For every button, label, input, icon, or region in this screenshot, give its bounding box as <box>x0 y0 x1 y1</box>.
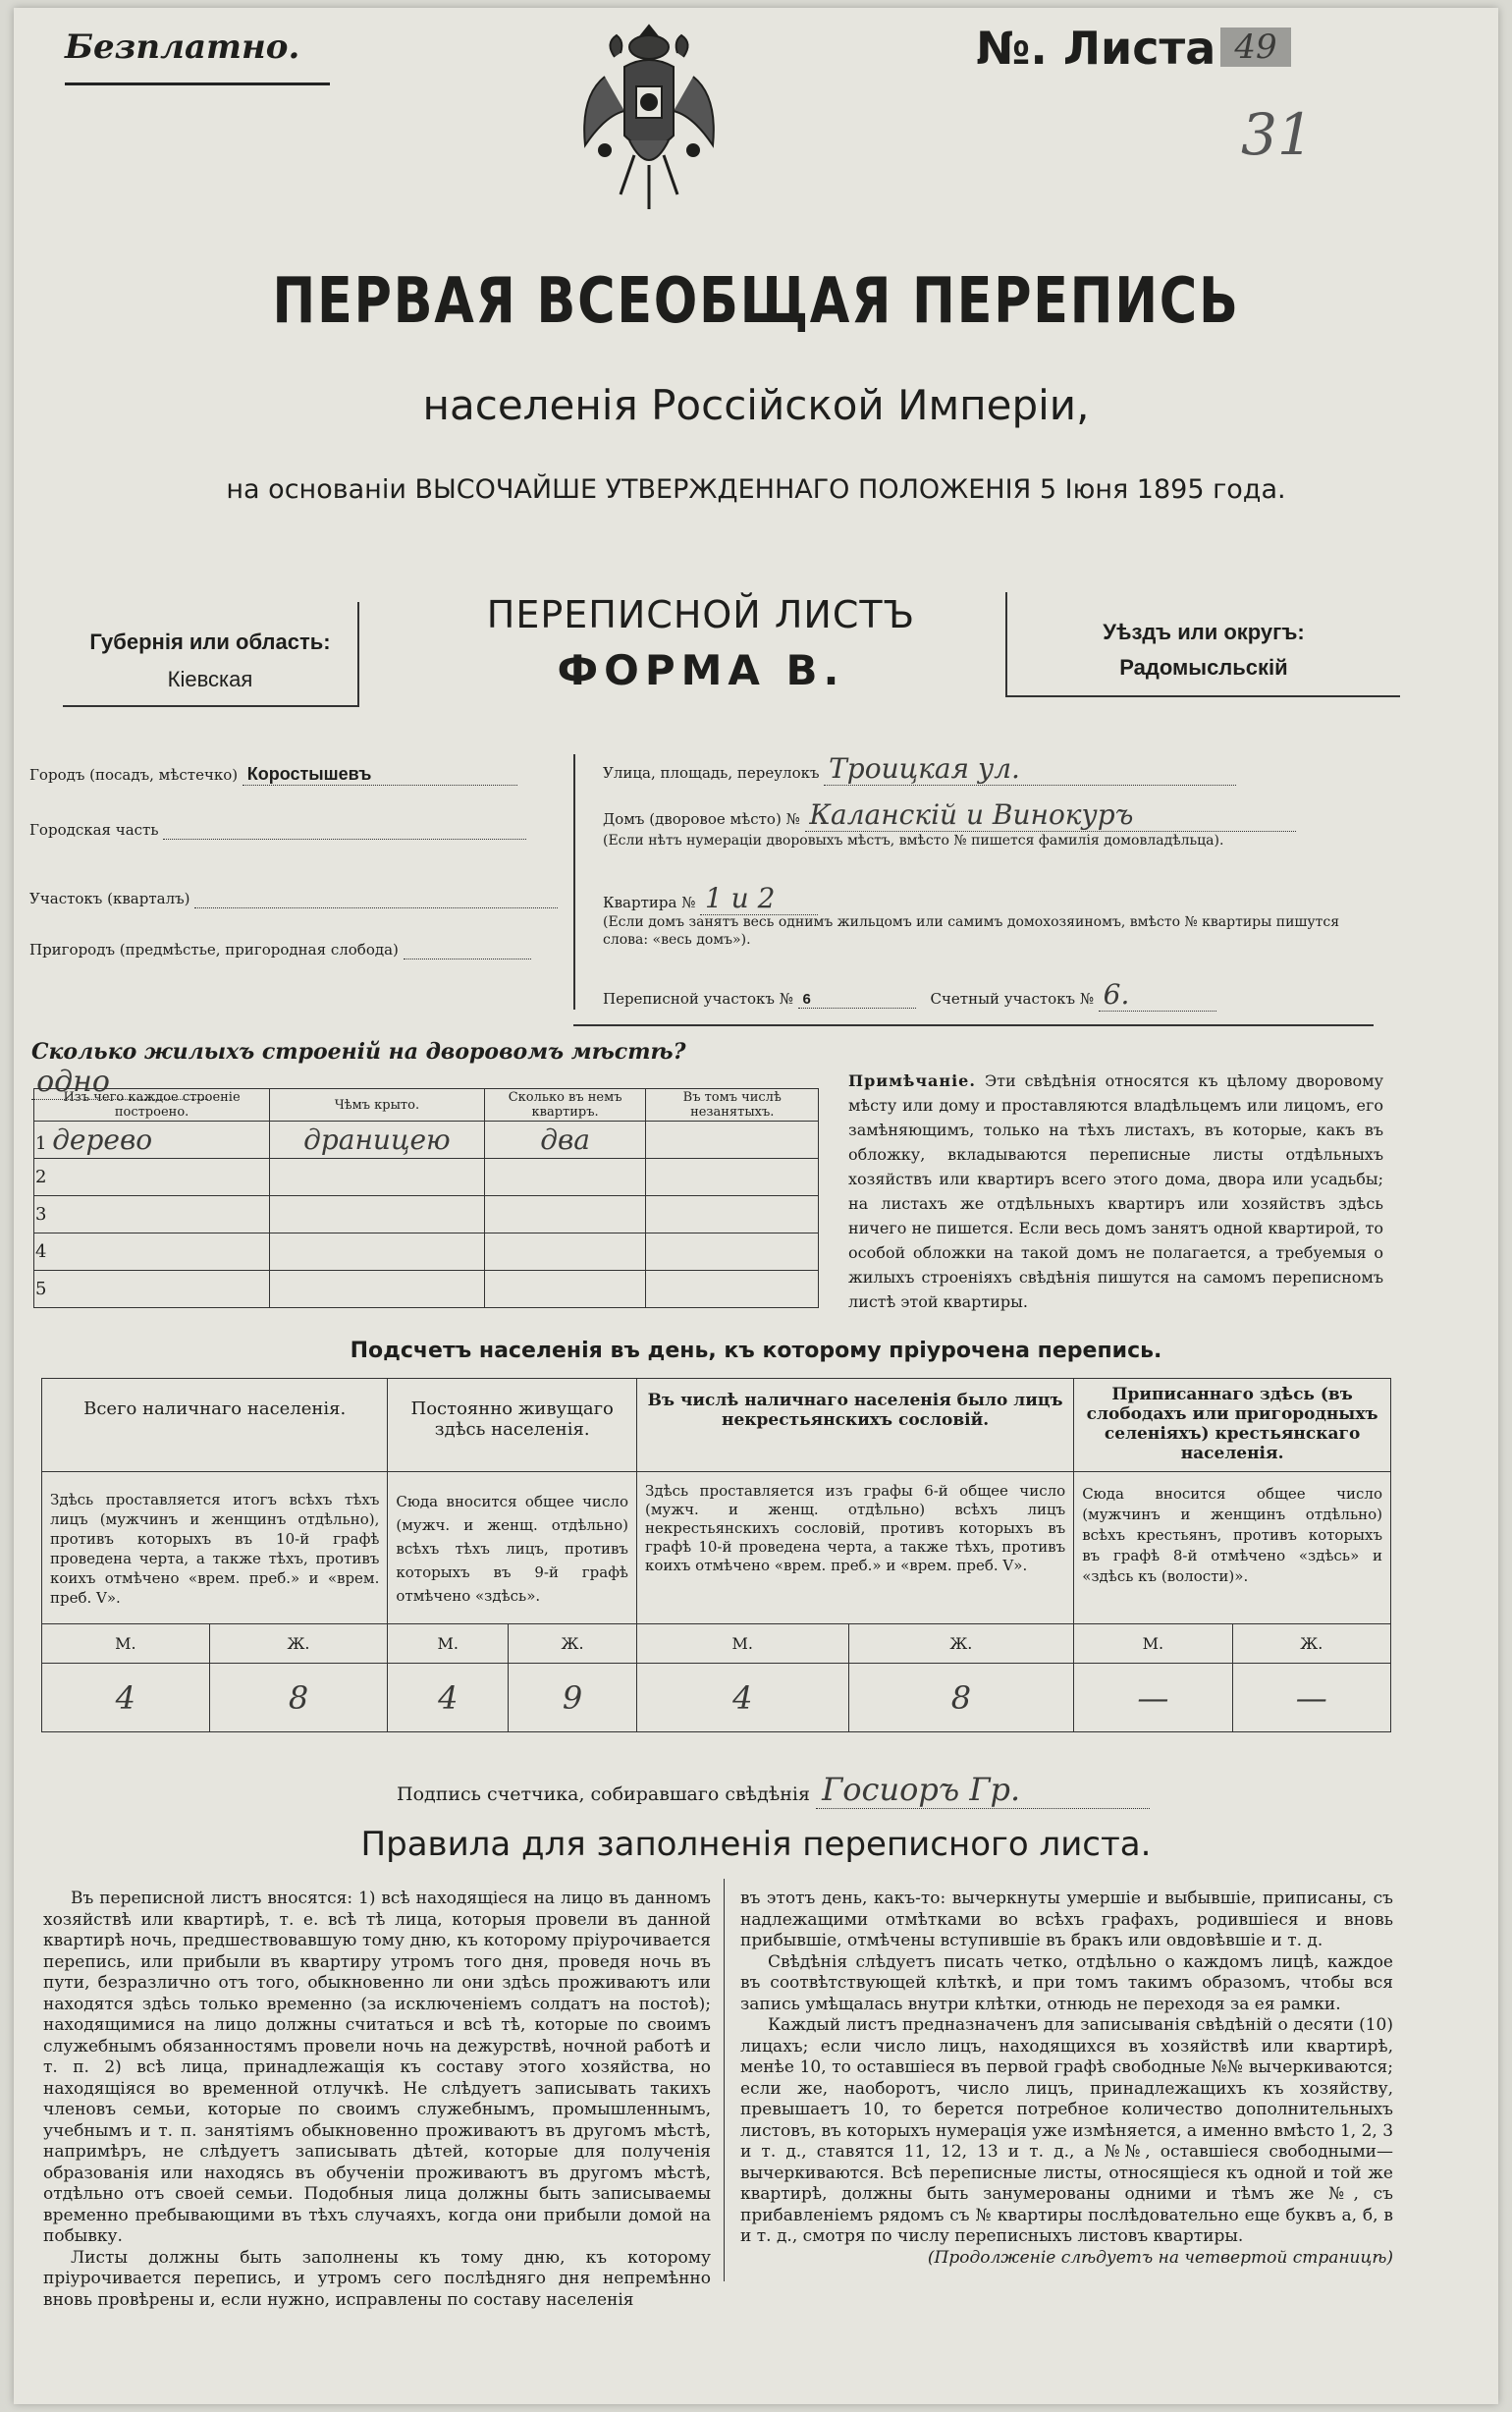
province-box <box>63 602 359 707</box>
rules-paragraph: Свѣдѣнія слѣдуетъ писать четко, отдѣльно о каждомъ лицѣ, каждое въ соотвѣтствующей клѣткѣ, и при томъ такимъ образомъ, чтобы вся запись умѣщалась внутри клѣтки, отнюдь не переходя за ея рамки. <box>740 1951 1393 2014</box>
pop-nonpeasant-f: 8 <box>950 1678 972 1717</box>
table-row: 1 дерево драницею два <box>34 1122 819 1159</box>
apartment-note: (Если домъ занятъ весь однимъ жильцомъ или самимъ домохозяиномъ, вмѣсто № квартиры пишутся слова: «весь домъ»). <box>603 914 1340 948</box>
pop-peasant-f: — <box>1295 1678 1327 1717</box>
rules-paragraph: Листы должны быть заполнены къ тому дню, къ которому пріурочивается перепись, и утромъ сего послѣдняго дня непремѣнно вновь провѣрены и, если нужно, исправлены по составу населенія <box>43 2247 711 2310</box>
district-box <box>1005 592 1400 697</box>
table-row: 4 <box>34 1233 819 1271</box>
street-value: Троицкая ул. <box>829 752 1020 785</box>
street-label: Улица, площадь, переулокъ <box>603 764 820 782</box>
buildings-answer: одно <box>36 1065 110 1099</box>
buildings-header-material: Изъ чего каждое строеніе построено. <box>34 1089 270 1122</box>
pop-desc-total: Здѣсь проставляется итогъ всѣхъ тѣхъ лицъ (мужчинъ и женщинъ отдѣльно), противъ которыхъ въ 10-й графѣ проведена черта, а также тѣхъ, противъ коихъ отмѣчено «врем. преб.» и «врем. преб. V». <box>50 1491 380 1607</box>
sheet-number-label: №. Листа <box>976 22 1216 75</box>
population-title: Подсчетъ населенія въ день, къ которому пріурочена перепись. <box>350 1339 1162 1363</box>
population-table <box>41 1378 1391 1732</box>
house-value: Каланскій и Винокуръ <box>809 798 1134 831</box>
page-title: ПЕРВАЯ ВСЕОБЩАЯ ПЕРЕПИСЬ <box>272 265 1240 338</box>
house-note: (Если нѣтъ нумераціи дворовыхъ мѣстъ, вмѣсто № пишется фамилія домовладѣльца). <box>603 833 1224 849</box>
rules-divider <box>724 1879 725 2281</box>
address-rule <box>573 1024 1374 1026</box>
precinct-label: Участокъ (кварталъ) <box>29 890 190 907</box>
free-label-text: Безплатно. <box>65 27 300 67</box>
rules-left-column <box>43 1889 711 2311</box>
legal-basis: на основаніи ВЫСОЧАЙШЕ УТВЕРЖДЕННАГО ПОЛОЖЕНІЯ 5 Іюня 1895 года. <box>226 474 1286 505</box>
row-material: дерево <box>52 1124 153 1156</box>
note-lead: Примѣчаніе. <box>848 1071 976 1090</box>
table-row: 2 <box>34 1159 819 1196</box>
rules-title: Правила для заполненія переписного листа. <box>360 1825 1152 1864</box>
form-name: ПЕРЕПИСНОЙ ЛИСТЪ <box>486 593 916 636</box>
precinct-row <box>29 890 560 908</box>
district-value: Радомысльскій <box>1119 655 1288 680</box>
pop-total-m: 4 <box>115 1678 135 1717</box>
population-desc-row <box>42 1472 1391 1624</box>
address-divider <box>573 754 575 1010</box>
pop-head-peasant: Приписаннаго здѣсь (въ слободахъ или пригородныхъ селеніяхъ) крестьянскаго населенія. <box>1086 1385 1378 1463</box>
buildings-header-apartments: Сколько въ немъ квартиръ. <box>484 1089 646 1122</box>
areas-row <box>603 978 1388 1012</box>
pencil-number: 31 <box>1241 101 1314 168</box>
census-area-value: 6 <box>802 991 811 1008</box>
rules-paragraph: въ этотъ день, какъ-то: вычеркнуты умершіе и выбывшіе, приписаны, съ надлежащими отмѣтками во всѣхъ графахъ, родившіеся и вновь прибывшіе, отмѣчены вступившіе въ бракъ или овдовѣвшіе и т. д. <box>740 1889 1393 1950</box>
row-apartments: два <box>540 1124 590 1156</box>
apartment-label: Квартира № <box>603 894 696 911</box>
pop-permanent-m: 4 <box>438 1678 459 1717</box>
row-roof: драницею <box>303 1124 451 1156</box>
pop-nonpeasant-m: 4 <box>732 1678 753 1717</box>
pop-desc-permanent: Сюда вносится общее число (мужч. и женщ. отдѣльно) всѣхъ тѣхъ лицъ, противъ которыхъ въ 9-й графѣ отмѣчено «здѣсь». <box>396 1493 628 1605</box>
count-area-label: Счетный участокъ № <box>930 990 1095 1008</box>
rules-right-column <box>740 1889 1393 2269</box>
pop-head-nonpeasant: Въ числѣ наличнаго населенія было лицъ некрестьянскихъ сословій. <box>647 1391 1063 1430</box>
street-row <box>603 752 1388 786</box>
enumerator-signature-row <box>397 1771 1280 1809</box>
rules-paragraph: Каждый листъ предназначенъ для записыванія свѣдѣній о десяти (10) лицахъ; если число лицъ, находящихся въ хозяйствѣ или квартирѣ, менѣе 10, то оставшіеся въ первой графѣ свободные №№ вычеркиваются; если же, наоборотъ, число лицъ, принадлежащихъ къ хозяйству, превышаетъ 10, то берется потребное количество дополнительныхъ листовъ, въ которыхъ нумерація уже измѣняется, а именно вмѣсто 1, 2, 3 и т. д., ставятся 11, 12, 13 и т. д., а №№, оставшіеся свободными—вычеркиваются. Всѣ переписные листы, относящіеся къ одной и той же квартирѣ, должны быть занумерованы одними и тѣмъ же №, съ прибавленіемъ рядомъ съ № квартиры послѣдовательно еще буквъ а, б, в и т. д., смотря по числу переписныхъ листовъ квартиры. <box>740 2015 1394 2246</box>
province-value: Кіевская <box>167 667 253 691</box>
census-sheet <box>14 8 1498 2404</box>
town-value: Коростышевъ <box>246 764 372 784</box>
buildings-question: Сколько жилыхъ строеній на дворовомъ мѣстѣ? <box>31 1039 686 1065</box>
count-area-value: 6. <box>1103 978 1130 1011</box>
signature-value: Госиоръ Гр. <box>822 1771 1021 1808</box>
rules-continuation: (Продолженіе слѣдуетъ на четвертой страницѣ) <box>927 2247 1393 2268</box>
town-part-label: Городская часть <box>29 821 159 839</box>
buildings-header-vacant: Въ томъ числѣ незанятыхъ. <box>646 1089 819 1122</box>
pop-desc-peasant: Сюда вносится общее число (мужчинъ и женщинъ отдѣльно) всѣхъ крестьянъ, противъ которыхъ въ графѣ 8-й отмѣчено «здѣсь» и «здѣсь къ (волости)». <box>1082 1485 1382 1585</box>
free-label <box>65 27 330 85</box>
census-area-label: Переписной участокъ № <box>603 990 793 1008</box>
buildings-header-roof: Чѣмъ крыто. <box>270 1089 485 1122</box>
sheet-number-value: 49 <box>1220 27 1290 67</box>
page-subtitle: населенія Россійской Имперіи, <box>422 381 1090 429</box>
house-label: Домъ (дворовое мѣсто) № <box>603 810 800 828</box>
pop-desc-nonpeasant: Здѣсь проставляется изъ графы 6-й общее число (мужч. и женщ. отдѣльно) всѣхъ лицъ некрестьянскихъ сословій, противъ которыхъ въ графѣ 10-й проведена черта, а также тѣхъ, противъ коихъ отмѣчено «врем. преб.» и «врем. преб. V». <box>644 1482 1066 1574</box>
pop-head-permanent: Постоянно живущаго здѣсь населенія. <box>410 1398 614 1440</box>
town-part-row <box>29 821 560 840</box>
buildings-note <box>848 1069 1383 1314</box>
province-label: Губернія или область: <box>89 630 331 654</box>
buildings-table <box>33 1088 819 1308</box>
town-row <box>29 764 560 786</box>
form-code: ФОРМА В. <box>557 646 845 694</box>
sheet-number-box <box>976 22 1310 81</box>
pop-permanent-f: 9 <box>562 1678 583 1717</box>
note-text: Эти свѣдѣнія относятся къ цѣлому дворовому мѣсту или дому и проставляются владѣльцемъ или лицомъ, его замѣняющимъ, только на тѣхъ листахъ, въ которые, какъ въ обложку, вкладываются переписные листы отдѣльныхъ хозяйствъ или квартиръ всего этого дома, двора или усадьбы; на листахъ же отдѣльныхъ квартиръ или хозяйствъ здѣсь ничего не пишется. Если весь домъ занятъ одной квартирой, то особой обложки на такой домъ не полагается, а требуемыя о жилыхъ строеніяхъ свѣдѣнія пишутся на самомъ переписномъ листѣ этой квартиры. <box>848 1071 1384 1311</box>
population-header-row <box>42 1379 1391 1472</box>
suburb-row <box>29 941 560 959</box>
population-values-row <box>42 1664 1391 1732</box>
pop-head-total: Всего наличнаго населенія. <box>83 1398 347 1419</box>
town-label: Городъ (посадъ, мѣстечко) <box>29 766 239 784</box>
apartment-row <box>603 882 1388 915</box>
table-row: 3 <box>34 1196 819 1233</box>
rules-paragraph: Въ переписной листъ вносятся: 1) всѣ находящіеся на лицо въ данномъ хозяйствѣ или квартирѣ, т. е. всѣ тѣ лица, которыя провели въ данной квартирѣ ночь, предшествовавшую тому дню, къ которому пріурочивается перепись, или прибыли въ квартиру утромъ того дня, проведя ночь въ пути, безразлично отъ того, обыкновенно ли они здѣсь проживаютъ или находятся здѣсь только временно (за исключеніемъ солдатъ на постоѣ); находящимися на лицо должны считаться и всѣ тѣ, которые по своимъ служебнымъ обязанностямъ провели ночь на дежурствѣ, ночной работѣ и т. п. 2) всѣ лица, принадлежащія къ составу этого хозяйства, но находящіяся во временной отлучкѣ. Не слѣдуетъ записывать такихъ членовъ семьи, которые по своимъ служебнымъ, промышленнымъ, учебнымъ и т. п. занятіямъ обыкновенно проживаютъ въ другомъ мѣстѣ, напримѣръ, не слѣдуетъ записывать дѣтей, которые для полученія образованія или находясь въ обученіи проживаютъ въ другомъ мѣстѣ, отдѣльно отъ своей семьи. Подобныя лица должны быть записываемы временно пребывающими въ тѣхъ случаяхъ, когда они прибыли домой на побывку. <box>43 1889 711 2246</box>
table-row: 5 <box>34 1271 819 1308</box>
pop-total-f: 8 <box>288 1678 309 1717</box>
signature-label: Подпись счетчика, собиравшаго свѣдѣнія <box>397 1783 810 1805</box>
population-sex-row: М. Ж. М. Ж. М. Ж. М. Ж. <box>42 1624 1391 1664</box>
apartment-value: 1 и 2 <box>704 882 776 914</box>
pop-peasant-m: — <box>1137 1678 1169 1717</box>
double-headed-eagle-icon <box>575 18 723 224</box>
district-label: Уѣздъ или округъ: <box>1103 620 1305 644</box>
suburb-label: Пригородъ (предмѣстье, пригородная слобода) <box>29 941 399 959</box>
house-row <box>603 798 1388 832</box>
buildings-table-header <box>34 1089 819 1122</box>
